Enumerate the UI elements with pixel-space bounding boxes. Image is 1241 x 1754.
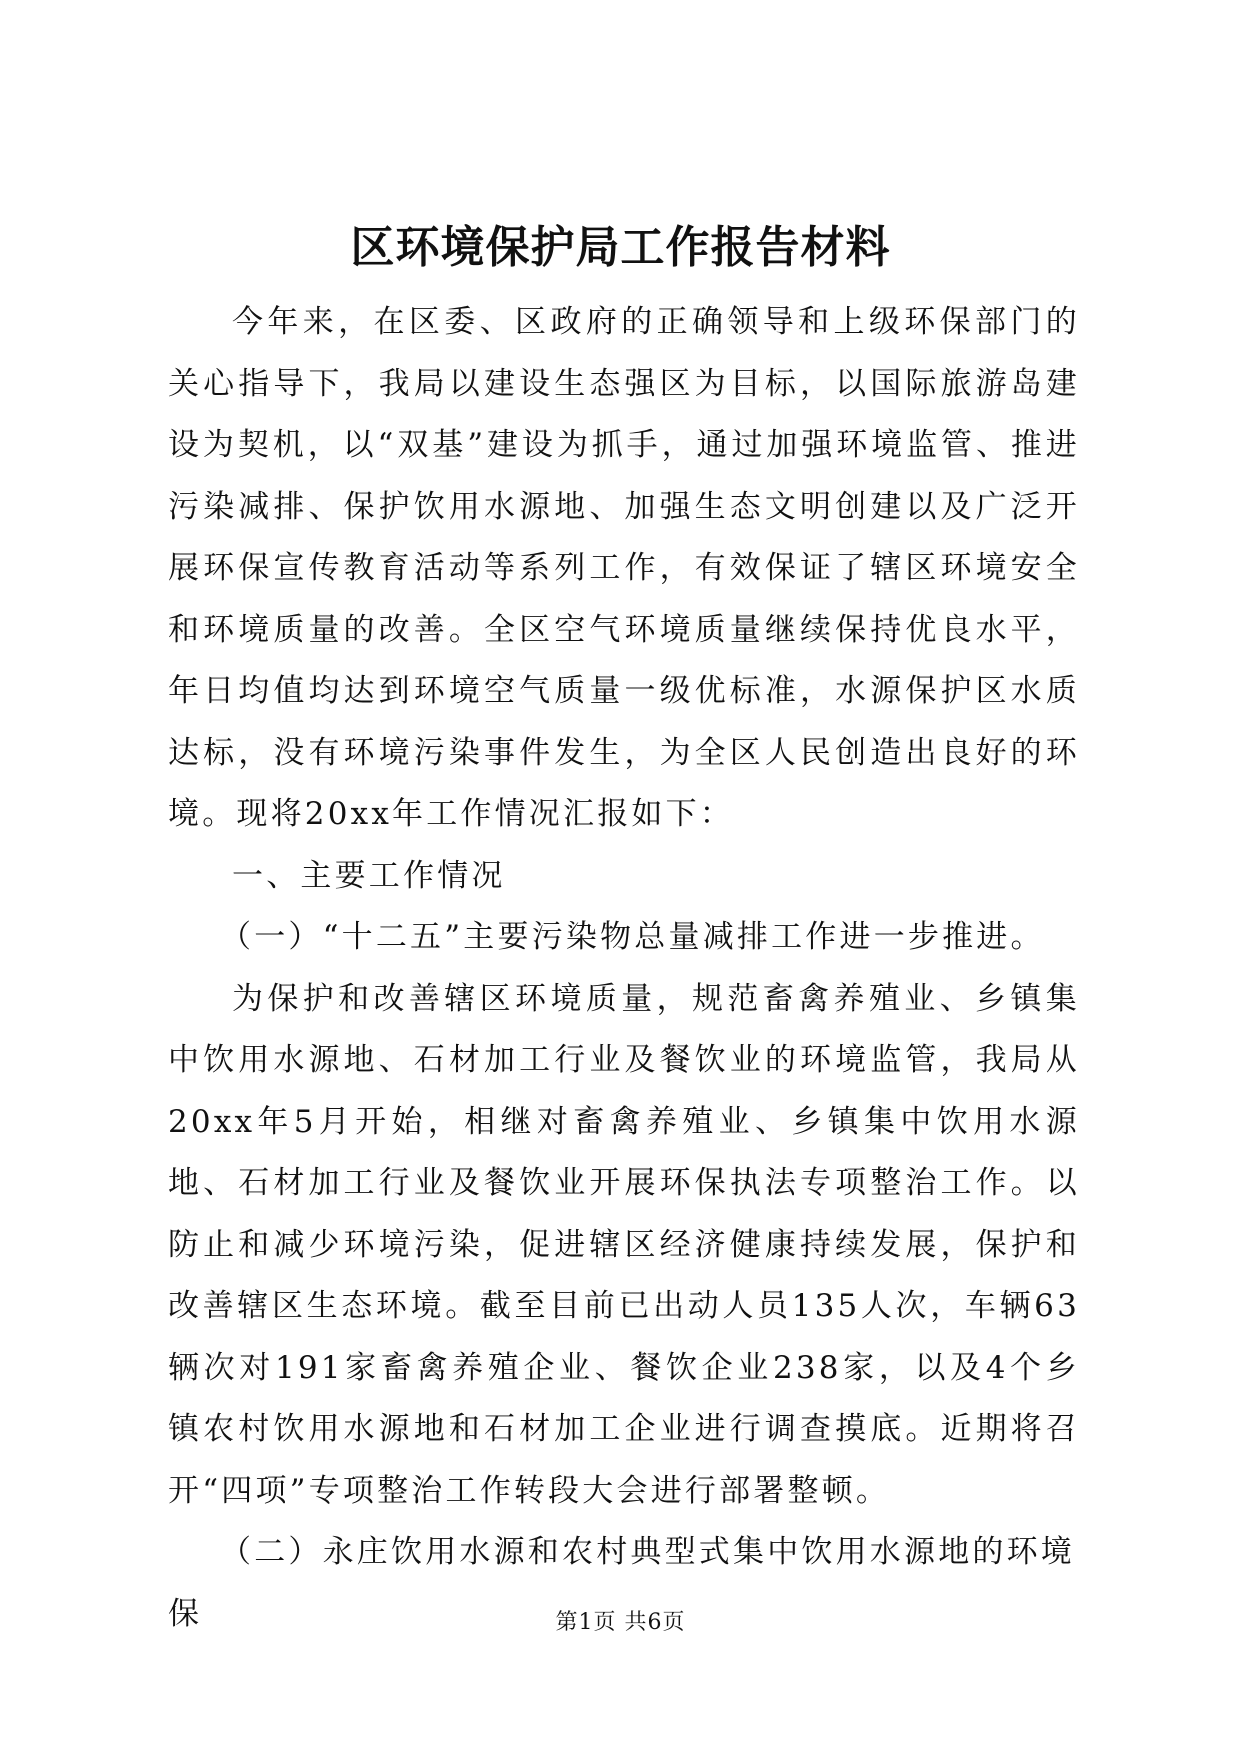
subsection-heading-2: （二）永庄饮用水源和农村典型式集中饮用水源地的环境保 xyxy=(168,1534,1075,1632)
page-number-footer: 第1页 共6页 xyxy=(555,1610,686,1635)
section-heading-main-work: 一、主要工作情况 xyxy=(232,857,506,894)
document-title: 区环境保护局工作报告材料 xyxy=(350,222,891,273)
subsection-heading-1: （一）“十二五”主要污染物总量减排工作进一步推进。 xyxy=(220,919,1045,955)
subsection-1-paragraph: 为保护和改善辖区环境质量，规范畜禽养殖业、乡镇集中饮用水源地、石材加工行业及餐饮业的环境监管，我局从20xx年5月开始，相继对畜禽养殖业、乡镇集中饮用水源地、石材加工行业及餐饮业开展环保执法专项整治工作。以防止和减少环境污染，促进辖区经济健康持续发展，保护和改善辖区生态环境。截至目前已出动人员135人次，车辆63辆次对191家畜禽养殖企业、餐饮企业238家，以及4个乡镇农村饮用水源地和石材加工企业进行调查摸底。近期将召开“四项”专项整治工作转段大会进行部署整顿。 xyxy=(168,980,1080,1509)
document-body xyxy=(168,292,1080,1645)
intro-paragraph: 今年来，在区委、区政府的正确领导和上级环保部门的关心指导下，我局以建设生态强区为目标，以国际旅游岛建设为契机，以“双基”建设为抓手，通过加强环境监管、推进污染减排、保护饮用水源地、加强生态文明创建以及广泛开展环保宣传教育活动等系列工作，有效保证了辖区环境安全和环境质量的改善。全区空气环境质量继续保持优良水平，年日均值均达到环境空气质量一级优标准，水源保护区水质达标，没有环境污染事件发生，为全区人民创造出良好的环境。现将20xx年工作情况汇报如下： xyxy=(168,304,1080,832)
